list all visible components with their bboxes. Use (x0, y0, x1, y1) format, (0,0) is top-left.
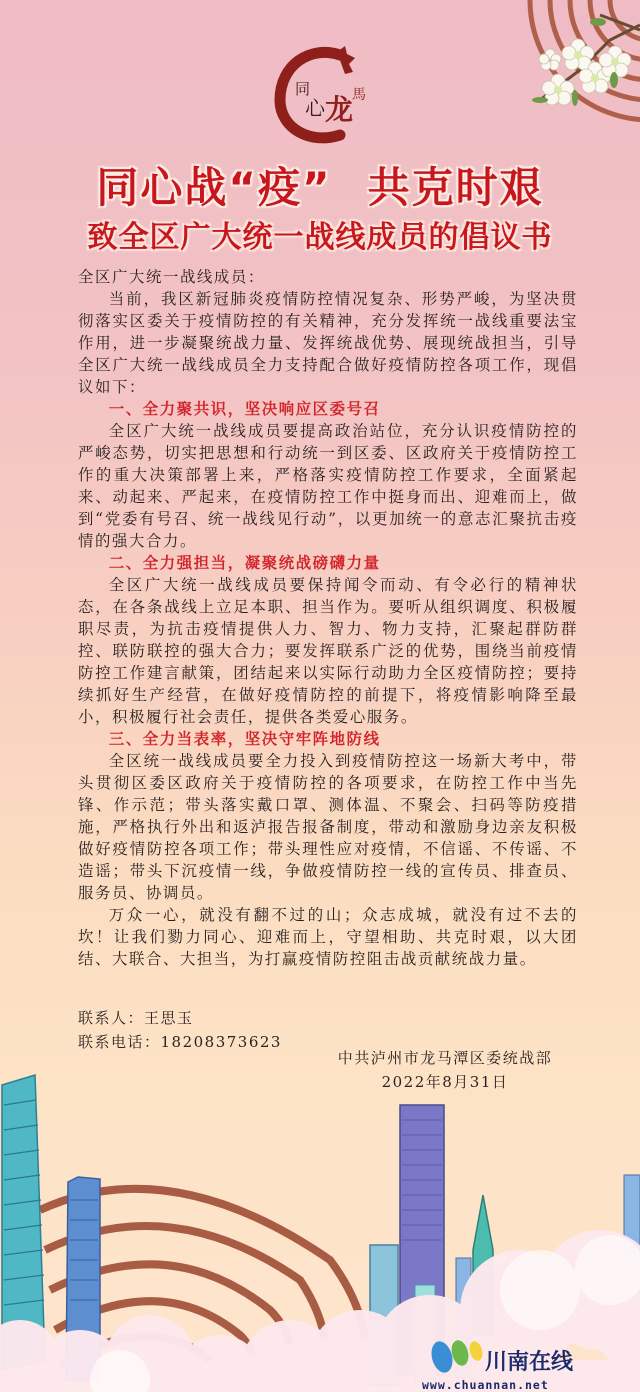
section-heading-3: 三、全力当表率，坚决守牢阵地防线 (108, 730, 381, 748)
subtitle: 致全区广大统一战线成员的倡议书 (87, 220, 553, 255)
section-heading-1: 一、全力聚共识，坚决响应区委号召 (108, 400, 381, 418)
blossom-flowers-icon (520, 0, 640, 140)
closing-paragraph: 万众一心，就没有翻不过的山；众志成城，就没有过不去的坎！让我们勠力同心、迎难而上，守望相助、共克时艰，以大团结、大联合、大担当，为打赢疫情防控阻击战贡献统战力量。 (78, 906, 578, 968)
section-heading-2: 二、全力强担当，凝聚统战磅礴力量 (108, 554, 381, 572)
signature-date: 2022年8月31日 (381, 1073, 509, 1091)
main-title (0, 155, 640, 215)
letter-body (78, 266, 578, 970)
contact-phone: 联系电话：18208373623 (78, 1033, 282, 1051)
watermark-url: www.chuannan.net (422, 1378, 549, 1392)
section-body-3: 全区统一战线成员要全力投入到疫情防控这一场新大考中，带头贯彻区委区政府关于疫情防控的各项要求，在防控工作中当先锋、作示范；带头落实戴口罩、测体温、不聚会、扫码等防疫措施，严格执行外出和返泸报告报备制度，带动和激励身边亲友积极做好疫情防控各项工作；带头理性应对疫情，不信谣、不传谣、不造谣；带头下沉疫情一线，争做疫情防控一线的宣传员、排查员、服务员、协调员。 (78, 752, 578, 902)
logo (265, 40, 375, 150)
intro-paragraph: 当前，我区新冠肺炎疫情防控情况复杂、形势严峻，为坚决贯彻落实区委关于疫情防控的有关精神，充分发挥统一战线重要法宝作用，进一步凝聚统战力量、发挥统战优势、展现统战担当，引导全区广大统一战线成员全力支持配合做好疫情防控各项工作，现倡议如下： (78, 290, 578, 396)
watermark-name: 川南在线 (485, 1350, 574, 1375)
contact-info (78, 1006, 282, 1054)
section-body-2: 全区广大统一战线成员要保持闻令而动、有令必行的精神状态，在各条战线上立足本职、担当作为。要听从组织调度、积极履职尽责，为抗击疫情提供人力、智力、物力支持，汇聚起群防群控、联防联控的强大合力；要发挥联系广泛的优势，围绕当前疫情防控工作建言献策，团结起来以实际行动助力全区疫情防控；要持续抓好生产经营，在做好疫情防控的前提下，将疫情影响降至最小，积极履行社会责任，提供各类爱心服务。 (78, 576, 578, 726)
main-title-part2: 共克时艰 (367, 163, 544, 212)
logo-char-1: 同 (295, 80, 311, 98)
signature-org: 中共泸州市龙马潭区委统战部 (337, 1049, 553, 1067)
logo-char-3: 龙 (325, 93, 354, 126)
section-body-1: 全区广大统一战线成员要提高政治站位，充分认识疫情防控的严峻态势，切实把思想和行动统一到区委、区政府关于疫情防控工作的重大决策部署上来，严格落实疫情防控工作要求，全面紧起来、动起来、严起来，在疫情防控工作中挺身而出、迎难而上，做到“党委有号召、统一战线见行动”，以更加统一的意志汇聚抗击疫情的强大合力。 (78, 422, 578, 550)
contact-person: 联系人：王思玉 (78, 1009, 194, 1027)
logo-char-4: 馬 (352, 87, 366, 103)
logo-char-2: 心 (305, 96, 325, 120)
main-title-part1: 同心战“疫” (96, 163, 332, 212)
salutation: 全区广大统一战线成员： (78, 268, 265, 286)
